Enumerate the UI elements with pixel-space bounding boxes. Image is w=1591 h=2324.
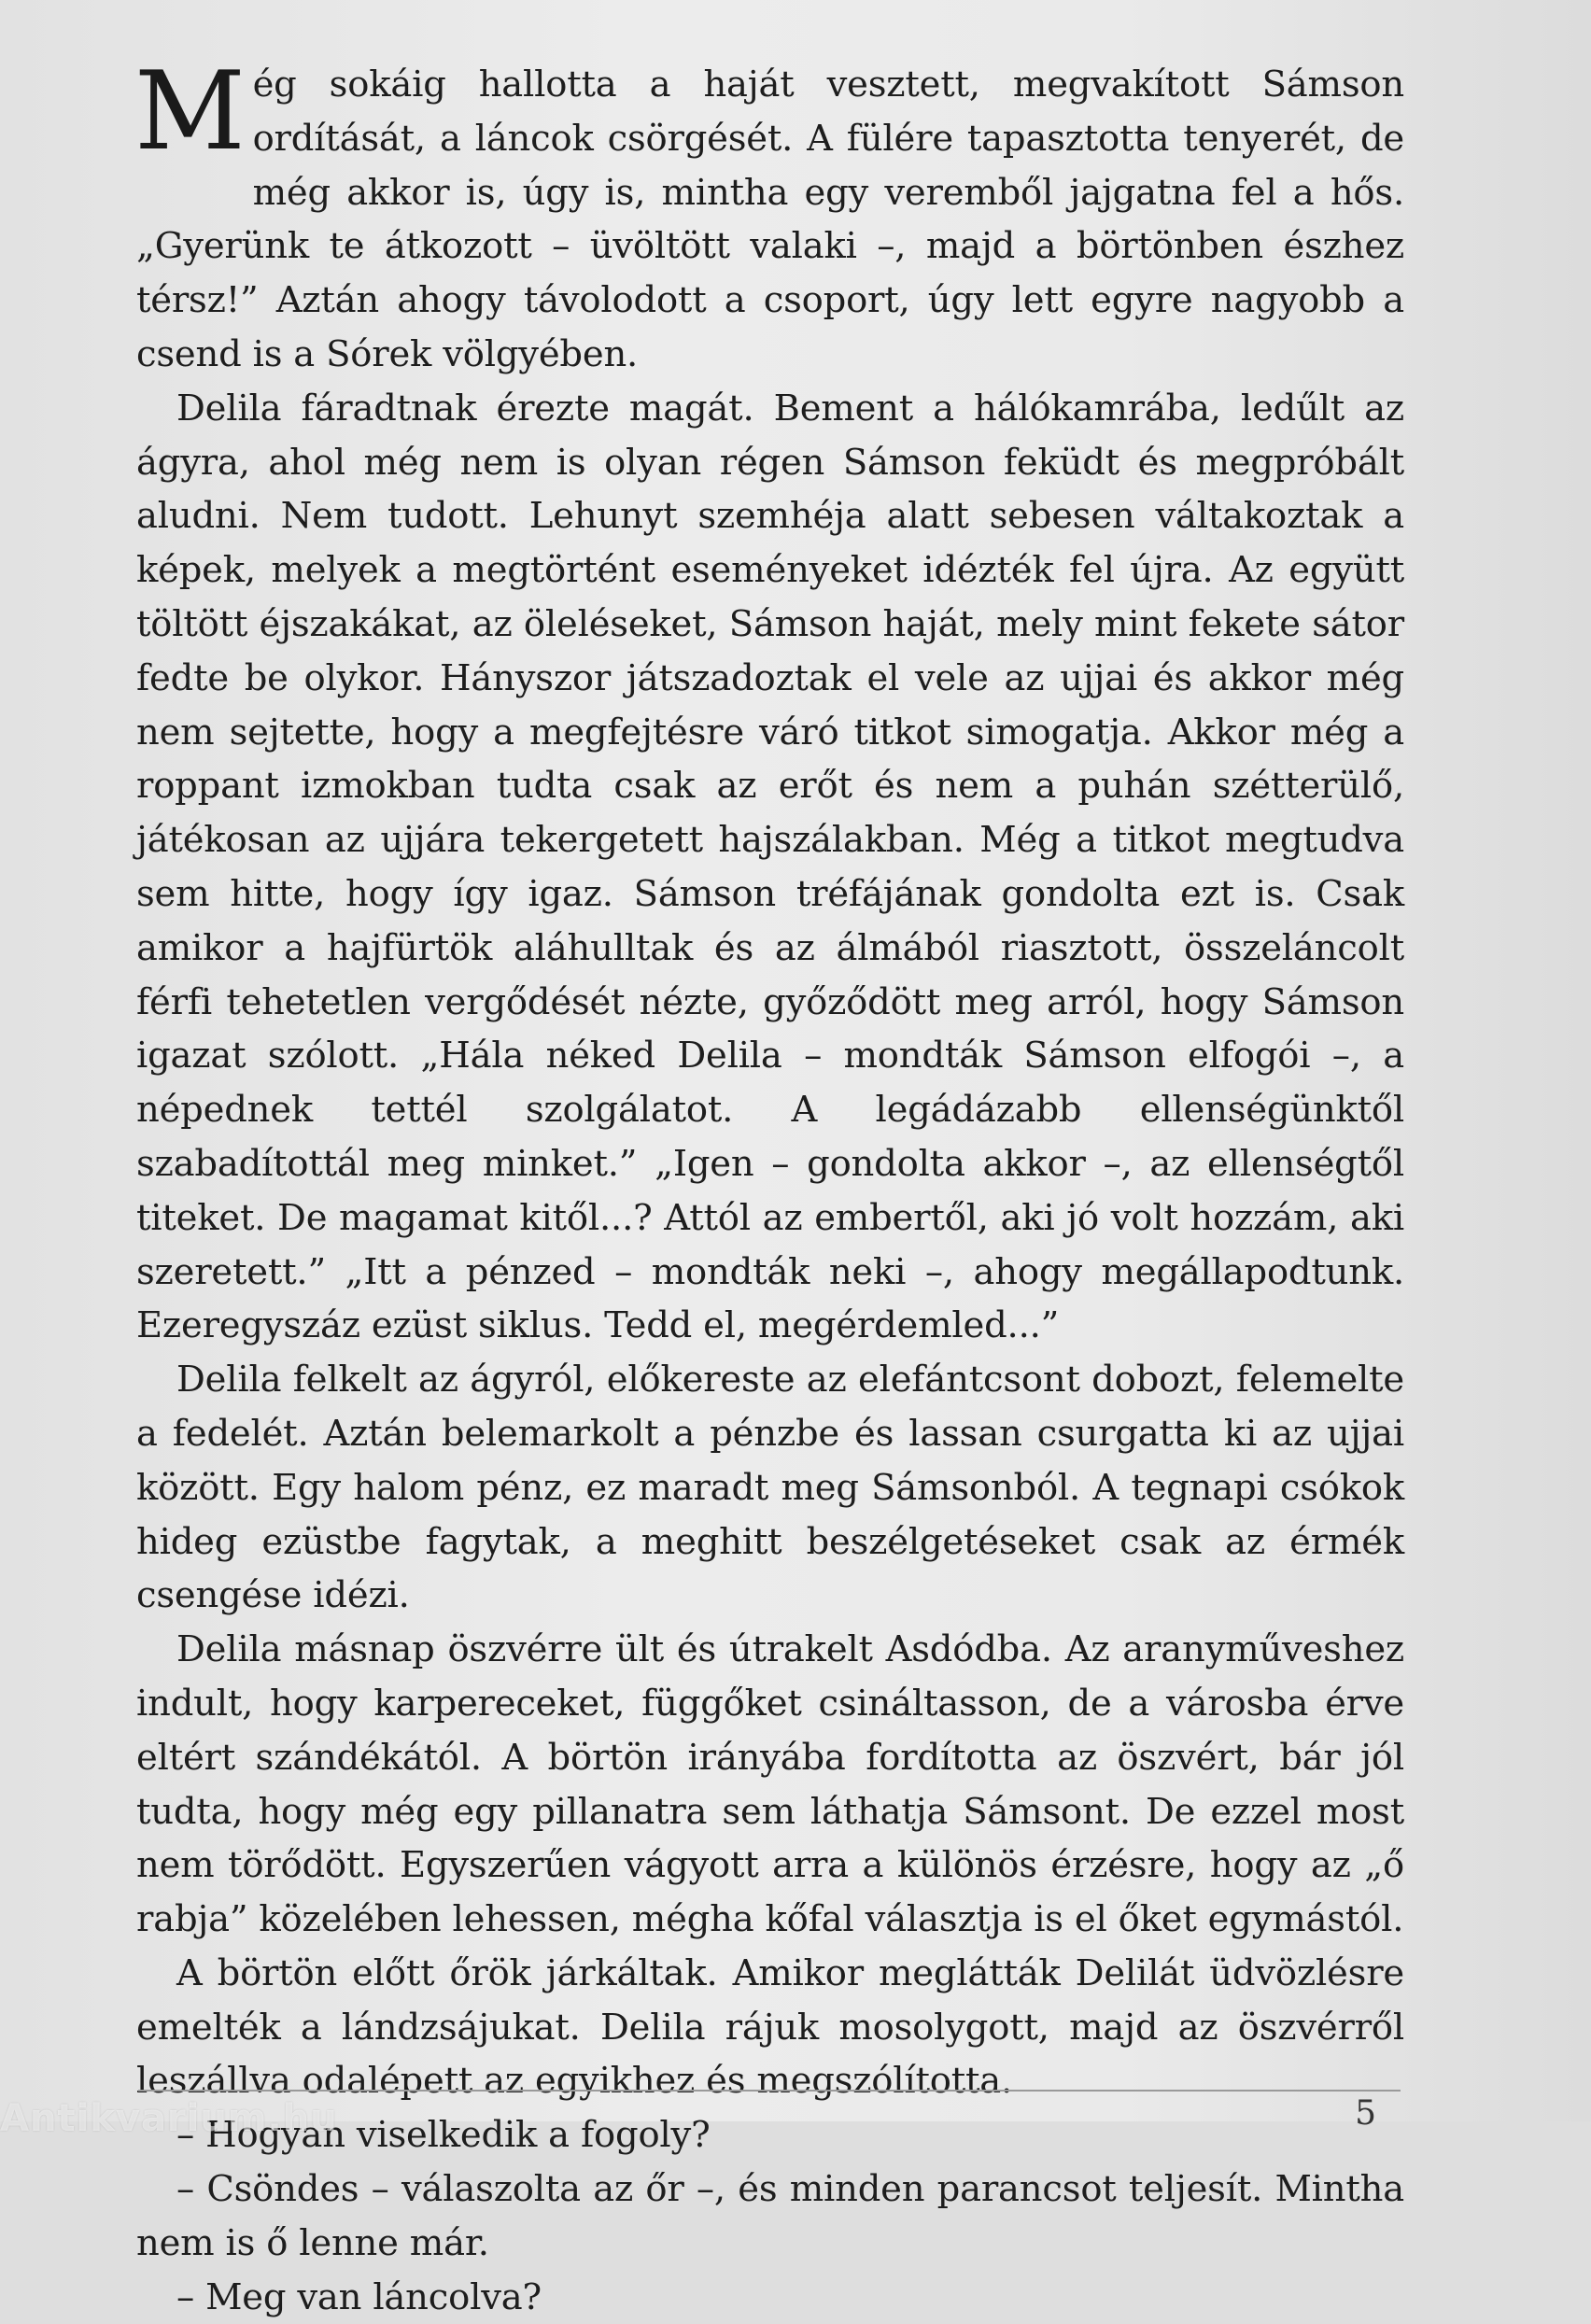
paragraph-1-text: ég sokáig hallotta a haját vesztett, megvakított Sámson ordítását, a láncok csörgését. A fülére tapasztotta tenyerét, de még akkor is, úgy is, mintha egy veremből jajgatna fel a hős. „Gyerünk te átkozott – üvöltött valaki –, majd a börtönben észhez térsz!” Aztán ahogy távolodott a csoport, úgy lett egyre nagyobb a csend is a Sórek völgyében. <box>136 63 1404 375</box>
watermark: Antikvarium.hu <box>0 2097 338 2140</box>
dialogue-line-3: – Meg van láncolva? <box>176 2275 542 2318</box>
page-number: 5 <box>1355 2094 1376 2133</box>
dialogue-line-1: – Hogyan viselkedik a fogoly? <box>176 2114 711 2157</box>
paragraph-2: Delila fáradtnak érezte magát. Bement a hálókamrába, ledűlt az ágyra, ahol még nem is olyan régen Sámson feküdt és megpróbált aludni. Nem tudott. Lehunyt szemhéja alatt sebesen váltakoztak a képek, melyek a megtörtént eseményeket idézték fel újra. Az együtt töltött éjszakákat, az öleléseket, Sámson haját, mely mint fekete sátor fedte be olykor. Hányszor játszadoztak el vele az ujjai és akkor még nem sejtette, hogy a megfejtésre váró titkot simogatja. Akkor még a roppant izmokban tudta csak az erőt és nem a puhán szétterülő, játékosan az ujjára tekergetett hajszálakban. Még a titkot megtudva sem hitte, hogy így igaz. Sámson tréfájának gondolta ezt is. Csak amikor a hajfürtök aláhulltak és az álmából riasztott, összeláncolt férfi tehetetlen vergődését nézte, győződött meg arról, hogy Sámson igazat szólott. „Hála néked Delila – mondták Sámson elfogói –, a népednek tettél szolgálatot. A legádázabb ellenségünktől szabadítottál meg minket.” „Igen – gondolta akkor –, az ellenségtől titeket. De magamat kitől...? Attól az embertől, aki jó volt hozzám, aki szeretett.” „Itt a pénzed – mondták neki –, ahogy megállapodtunk. Ezeregyszáz ezüst siklus. Tedd el, megérdemled...” <box>136 387 1404 1347</box>
footer-rule <box>138 2090 1401 2092</box>
dialogue-line-2: – Csöndes – válaszolta az őr –, és minden parancsot teljesít. Mintha nem is ő lenne már. <box>136 2168 1404 2264</box>
drop-cap: M <box>134 49 246 175</box>
paragraph-4: Delila másnap öszvérre ült és útrakelt Asdódba. Az aranyműveshez indult, hogy karpereceket, függőket csináltasson, de a városba érve eltért szándékától. A börtön irányába fordította az öszvért, bár jól tudta, hogy még egy pillanatra sem láthatja Sámsont. De ezzel most nem törődött. Egyszerűen vágyott arra a különös érzésre, hogy az „ő rabja” közelében lehessen, mégha kőfal választja is el őket egymástól. <box>136 1628 1404 1941</box>
paragraph-3: Delila felkelt az ágyról, előkereste az elefántcsont dobozt, felemelte a fedelét. Aztán belemarkolt a pénzbe és lassan csurgatta ki az ujjai között. Egy halom pénz, ez maradt meg Sámsonból. A tegnapi csókok hideg ezüstbe fagytak, a meghitt beszélgetéseket csak az érmék csengése idézi. <box>136 1359 1404 1617</box>
body-text <box>134 49 1404 2324</box>
paragraph-5: A börtön előtt őrök járkáltak. Amikor meglátták Delilát üdvözlésre emelték a lándzsájukat. Delila rájuk mosolygott, majd az öszvérről leszállva odalépett az egyikhez és megszólította. <box>136 1951 1404 2103</box>
paragraph-1 <box>134 49 1404 382</box>
